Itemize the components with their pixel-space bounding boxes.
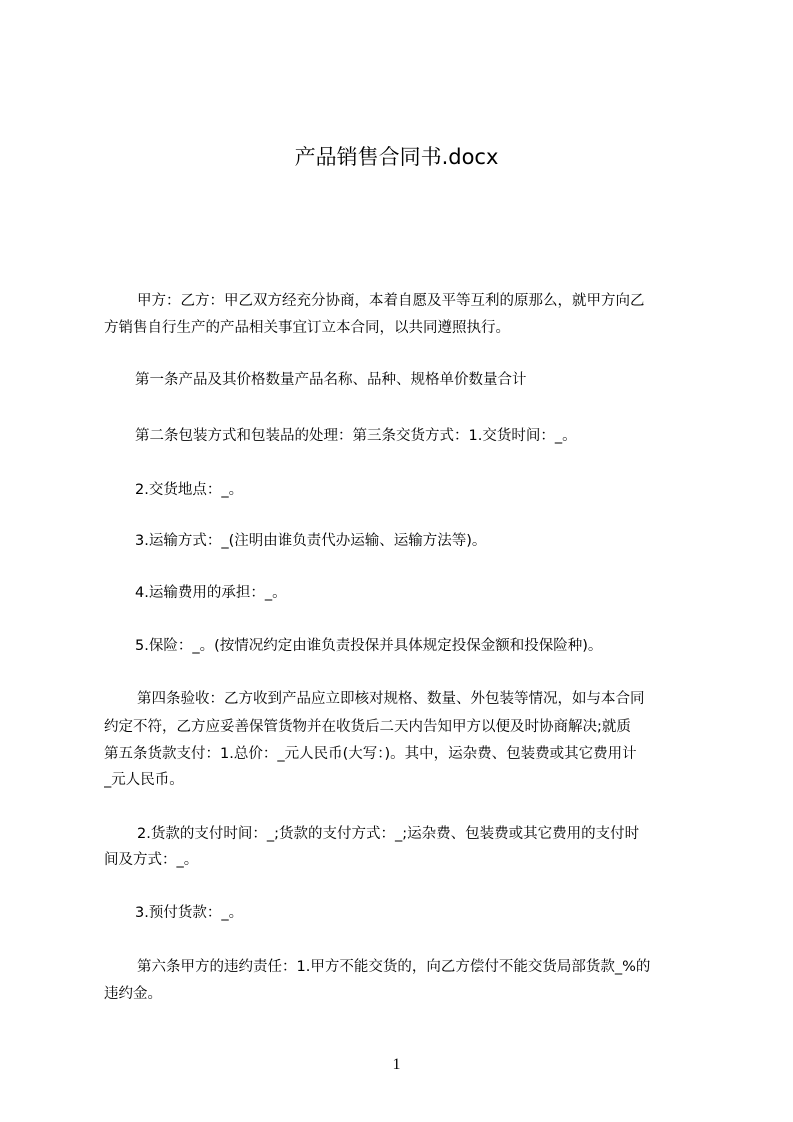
paragraph-article-2-3: 第二条包装方式和包装品的处理：第三条交货方式：1.交货时间：_。 xyxy=(135,428,577,444)
page-number: 1 xyxy=(392,1056,401,1073)
paragraph-insurance: 5.保险：_。(按情况约定由谁负责投保并具体规定投保金额和投保险种)。 xyxy=(135,638,603,654)
paragraph-prepayment: 3.预付货款：_。 xyxy=(135,905,244,921)
paragraph-article-5-line-1: 第五条货款支付：1.总价：_元人民币(大写：)。其中，运杂费、包装费或其它费用计 xyxy=(104,746,637,762)
paragraph-article-5-line-2: _元人民币。 xyxy=(104,772,184,788)
paragraph-delivery-place: 2.交货地点：_。 xyxy=(135,482,244,498)
paragraph-article-4-line-2: 约定不符，乙方应妥善保管货物并在收货后二天内告知甲方以便及时协商解决;就质 xyxy=(104,719,631,735)
paragraph-parties-line-2: 方销售自行生产的产品相关事宜订立本合同，以共同遵照执行。 xyxy=(104,320,510,336)
paragraph-transport-method: 3.运输方式：_(注明由谁负责代办运输、运输方法等)。 xyxy=(135,533,487,549)
paragraph-transport-cost: 4.运输费用的承担：_。 xyxy=(135,585,287,601)
paragraph-article-1: 第一条产品及其价格数量产品名称、品种、规格单价数量合计 xyxy=(135,372,527,388)
paragraph-payment-time-line-2: 间及方式：_。 xyxy=(104,852,199,868)
paragraph-payment-time-line-1: 2.货款的支付时间：_;货款的支付方式：_;运杂费、包装费或其它费用的支付时 xyxy=(137,826,640,842)
paragraph-article-4-line-1: 第四条验收：乙方收到产品应立即核对规格、数量、外包装等情况，如与本合同 xyxy=(137,691,645,707)
document-title: 产品销售合同书.docx xyxy=(294,145,499,169)
paragraph-parties-line-1: 甲方：乙方：甲乙双方经充分协商，本着自愿及平等互利的原那么，就甲方向乙 xyxy=(137,293,645,309)
paragraph-article-6-line-1: 第六条甲方的违约责任：1.甲方不能交货的，向乙方偿付不能交货局部货款_%的 xyxy=(137,959,651,975)
paragraph-article-6-line-2: 违约金。 xyxy=(104,986,162,1002)
